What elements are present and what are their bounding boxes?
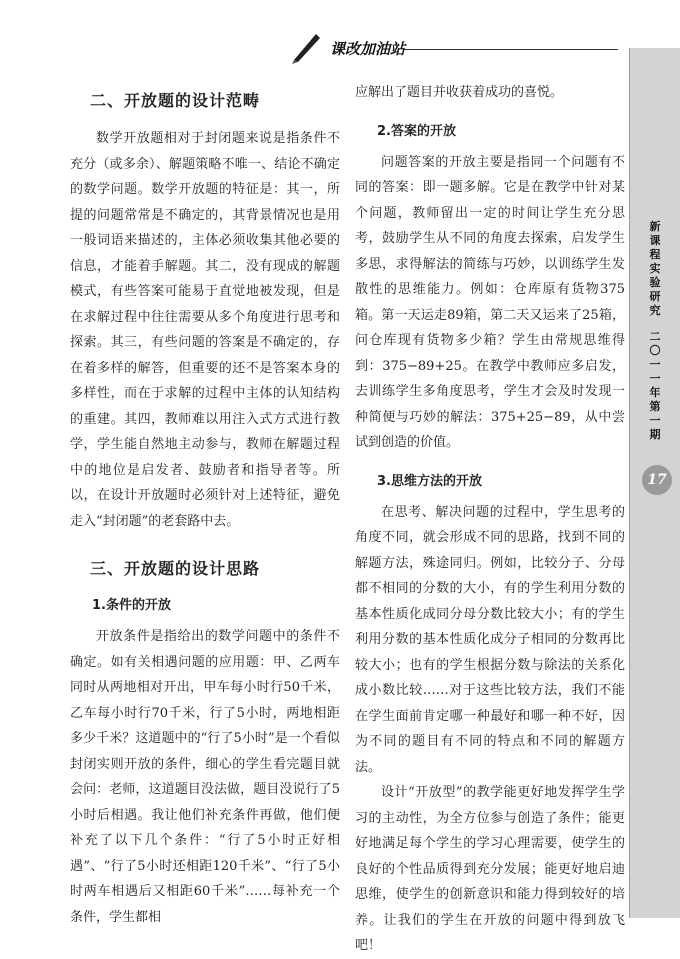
paragraph: 在思考、解决问题的过程中，学生思考的角度不同，就会形成不同的思路，找到不同的解题方法，殊途同归。例如，比较分子、分母都不相同的分数的大小，有的学生利用分数的基本性质化成同分母分数比较大小；有的学生利用分数的基本性质化成分子相同的分数再比较大小；也有的学生根据分数与除法的关系化成小数比较……对于这些比较方法，我们不能在学生面前肯定哪一种最好和哪一种不好，因为不同的题目有不同的特点和不同的解题方法。 — [355, 504, 625, 775]
heading-thinking: 3.思维方法的开放 — [377, 473, 482, 489]
paragraph: 设计“开放型”的教学能更好地发挥学生学习的主动性，为全方位参与创造了条件；能更好地满足每个学生的学习心理需要，使学生的良好的个性品质得到充分发展；能更好地启迪思维，使学生的创新意识和能力得到较好的培养。让我们的学生在开放的问题中得到放飞吧！ — [355, 785, 625, 953]
paragraph: 数学开放题相对于封闭题来说是指条件不充分（或多余）、解题策略不唯一、结论不确定的数学问题。数学开放题的特征是：其一，所提的问题常常是不确定的，其背景情况也是用一般词语来描述的，主体必须收集其他必要的信息，才能着手解题。其二，没有现成的解题模式，有些答案可能易于直觉地被发现，但是在求解过程中往往需要从多个角度进行思考和探索。其三，有些问题的答案是不确定的，存在着多样的解答，但重要的还不是答案本身的多样性，而在于求解的过程中主体的认知结构的重建。其四，教师难以用注入式方式进行教学，学生能自然地主动参与，教师在解题过程中的地位是启发者、鼓励者和指导者等。所以，在设计开放题时必须针对上述特征，避免走入“封闭题”的老套路中去。 — [70, 131, 340, 529]
header-rule — [405, 49, 618, 50]
right-column — [355, 80, 625, 959]
paragraph: 开放条件是指给出的数学问题中的条件不确定。如有关相遇问题的应用题：甲、乙两车同时从两地相对开出，甲车每小时行50千米，乙车每小时行70千米，行了5小时，两地相距多少千米？这道题中的“行了5小时”是一个看似封闭实则开放的条件，细心的学生看完题目就会问：老师，这道题目没法做，题目没说行了5小时后相遇。我让他们补充条件再做，他们便补充了以下几个条件：“行了5小时正好相遇”、“行了5小时还相距120千米”、“行了5小时两车相遇后又相距60千米”……每补充一个条件，学生都相 — [70, 629, 340, 925]
heading-answers: 2.答案的开放 — [377, 123, 456, 139]
heading-design-idea: 三、开放题的设计思路 — [90, 559, 261, 578]
left-column — [70, 70, 340, 930]
issue-date: 二〇一一年第一期 — [649, 330, 661, 441]
paragraph: 问题答案的开放主要是指同一个问题有不同的答案：即一题多解。它是在教学中针对某个问题，教师留出一定的时间让学生充分思考，鼓励学生从不同的角度去探索，启发学生多思，求得解法的简练与巧妙，以训练学生发散性的思维能力。例如：仓库原有货物375箱。第一天运走89箱，第二天又运来了25箱，问仓库现有货物多少箱？学生由常规思维得到：375−89+25。在教学中教师应多启发，去训练学生多角度思考，学生才会及时发现一种简便与巧妙的解法：375+25−89，从中尝试到创造的价值。 — [355, 154, 625, 450]
heading-design-model: 二、开放题的设计范畴 — [90, 91, 261, 110]
journal-title: 新课程实验研究 — [649, 220, 661, 317]
heading-conditions: 1.条件的开放 — [92, 598, 171, 613]
page-header — [290, 30, 630, 62]
page-number: 17 — [642, 465, 672, 495]
pen-icon — [290, 30, 324, 64]
section-title: 课改加油站 — [330, 40, 406, 58]
paragraph: 应解出了题目并收获着成功的喜悦。 — [355, 85, 564, 100]
